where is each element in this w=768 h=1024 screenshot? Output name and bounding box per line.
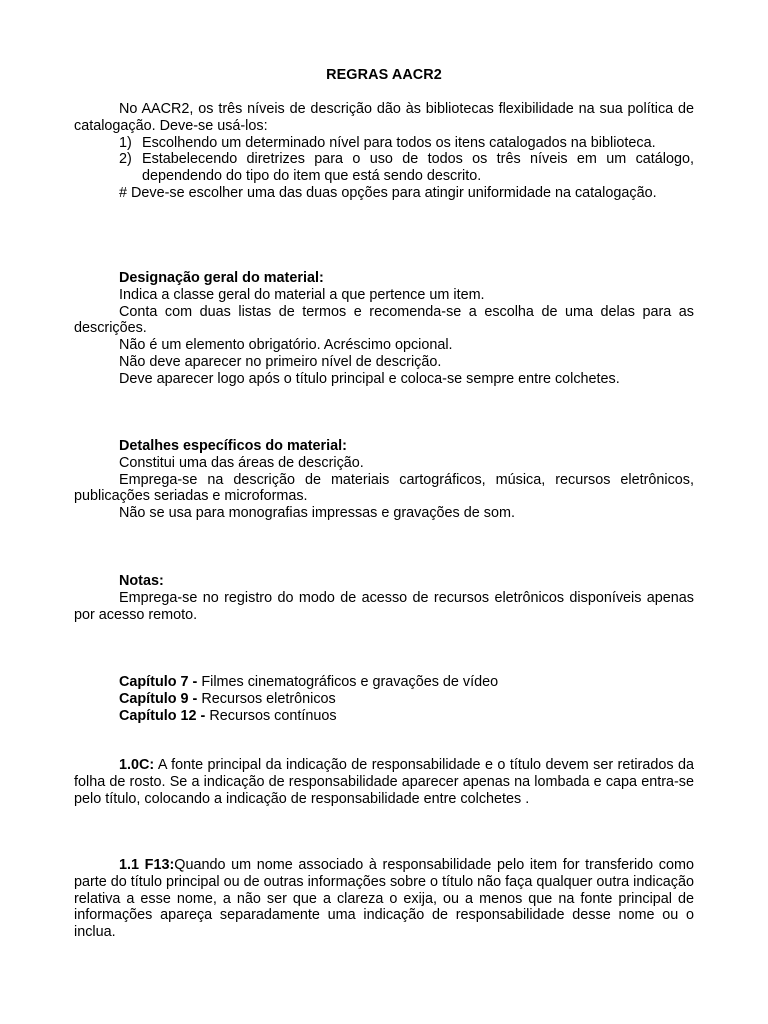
dgm-section — [74, 270, 694, 388]
chapter-label: Capítulo 7 - — [119, 674, 198, 690]
intro-paragraph: No AACR2, os três níveis de descrição dão às bibliotecas flexibilidade na sua política de catalogação. Deve-se usá-los: — [74, 101, 694, 134]
list-item — [74, 135, 694, 152]
section-paragraph: Emprega-se no registro do modo de acesso de recursos eletrônicos disponíveis apenas por acesso remoto. — [74, 589, 694, 623]
rule-text: A fonte principal da indicação de responsabilidade e o título devem ser retirados da folha de rosto. Se a indicação de responsabilidade aparecer apenas na lombada e capa entra-se pelo título, colocando a indicação de responsabilidade entre colchetes . — [74, 757, 694, 807]
section-line: Indica a classe geral do material a que pertence um item. — [119, 286, 485, 303]
chapter-line — [119, 708, 694, 725]
chapter-title: Recursos contínuos — [205, 707, 337, 724]
section-line: Deve aparecer logo após o título principal e coloca-se sempre entre colchetes. — [119, 370, 620, 387]
section-heading: Detalhes específicos do material: — [119, 438, 347, 454]
chapter-title: Filmes cinematográficos e gravações de vídeo — [197, 674, 499, 690]
rule-paragraph — [74, 757, 694, 807]
document-title: REGRAS AACR2 — [326, 67, 442, 83]
section-line: Conta com duas listas de termos e recomenda-se a escolha de uma delas para as descrições. — [74, 303, 694, 337]
list-item — [74, 151, 694, 185]
section-line: Não deve aparecer no primeiro nível de descrição. — [119, 353, 442, 370]
capitulos-section — [74, 674, 694, 724]
chapter-line — [119, 674, 694, 691]
rule-label: 1.0C: — [119, 757, 155, 773]
chapter-line — [119, 691, 694, 708]
section-heading: Notas: — [119, 573, 164, 589]
rule-label: 1.1 F13: — [119, 857, 175, 873]
intro-note: # Deve-se escolher uma das duas opções para atingir uniformidade na catalogação. — [119, 184, 657, 201]
intro-section — [74, 101, 694, 202]
chapter-label: Capítulo 9 - — [119, 690, 198, 707]
rule-1-0c-section — [74, 757, 694, 807]
list-item-number: 2) — [119, 151, 132, 168]
section-line: Não é um elemento obrigatório. Acréscimo opcional. — [119, 337, 453, 354]
list-item-number: 1) — [119, 134, 132, 151]
detalhes-section — [74, 438, 694, 522]
section-line: Constitui uma das áreas de descrição. — [119, 454, 364, 471]
section-line: Não se usa para monografias impressas e gravações de som. — [119, 505, 515, 522]
chapter-title: Recursos eletrônicos — [197, 690, 336, 707]
rule-1-1-f13-section — [74, 857, 694, 941]
rule-text: Quando um nome associado à responsabilidade pelo item for transferido como parte do título principal ou de outras informações sobre o título não faça qualquer outra indicação relativa a esse nome, a não ser que a clareza o exija, ou a menos que na fonte principal de informações apareça separadamente uma indicação de responsabilidade desse nome ou o inclua. — [74, 857, 695, 941]
list-item-text: Estabelecendo diretrizes para o uso de todos os três níveis em um catálogo, dependendo do tipo do item que está sendo descrito. — [142, 151, 694, 185]
rule-paragraph — [74, 857, 694, 941]
section-heading: Designação geral do material: — [119, 270, 324, 286]
section-line: Emprega-se na descrição de materiais cartográficos, música, recursos eletrônicos, publicações seriadas e microformas. — [74, 471, 694, 505]
notas-section — [74, 573, 694, 623]
chapter-label: Capítulo 12 - — [119, 707, 206, 724]
list-item-text: Escolhendo um determinado nível para todos os itens catalogados na biblioteca. — [142, 134, 656, 151]
